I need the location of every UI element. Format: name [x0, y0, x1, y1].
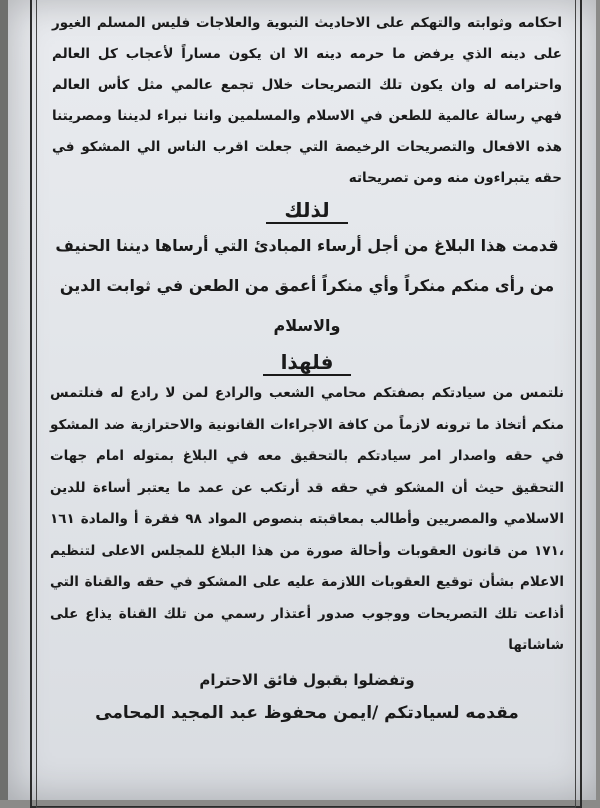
heading-for-this-text: فلهذا [263, 350, 352, 376]
document-body [46, 8, 568, 730]
heading-for-this [46, 350, 568, 374]
signature-line: مقدمه لسيادتكم /ايمن محفوظ عبد المجيد المحامى [95, 702, 519, 723]
document-page [8, 0, 596, 800]
closing-line: وتفضلوا بقبول فائق الاحترام [199, 670, 415, 689]
heading-therefore-text: لذلك [266, 198, 347, 224]
paragraph-request: نلتمس من سيادتكم بصفتكم محامي الشعب والرادع لمن لا رادع له فنلتمس منكم أتخاذ ما ترونه لازماً من كافة الاجراءات القانونية والاحترازية ضد المشكو في حقه واصدار امر سيادتكم بالتحقيق معه في البلاغ بمتوله امام جهات التحقيق حيث أن المشكو في حقه قد أرتكب عن عمد ما يعتبر أساءة للدين الاسلامي والمصريين وأطالب بمعاقبته بنصوص المواد ٩٨ فقرة أ والمادة ١٦١ ،١٧١ من قانون العقوبات وأحالة صورة من هذا البلاغ للمجلس الاعلى لتنظيم الاعلام بشأن توقيع العقوبات اللازمة عليه على المشكو في حقه والقناة التي أذاعت تلك التصريحات ووجوب صدور أعتذار رسمي من تلك القناة يذاع على شاشاتها [50, 385, 564, 653]
paragraph-purpose: قدمت هذا البلاغ من أجل أرساء المبادئ التي أرساها ديننا الحنيف من رأى منكم منكراً وأي منكراً أعمق من الطعن في ثوابت الدين والاسلام [55, 236, 559, 335]
paragraph-opening: احكامه وثوابته والتهكم على الاحاديث النبوية والعلاجات فليس المسلم الغيور على دينه الذي يرفض ما حرمه دينه الا ان يكون مساراً لأعجاب كل العالم واحترامه له وان يكون تلك التصريحات خلال تجمع عالمي مثل كأس العالم فهي رسالة عالمية للطعن في الاسلام والمسلمين واننا نبراء لديننا ومصريتنا هذه الافعال والتصريحات الرخيصة التي جعلت اقرب الناس الي المشكو في حقه يتبراءون منه ومن تصريحاته [52, 15, 562, 186]
heading-therefore [46, 198, 568, 222]
